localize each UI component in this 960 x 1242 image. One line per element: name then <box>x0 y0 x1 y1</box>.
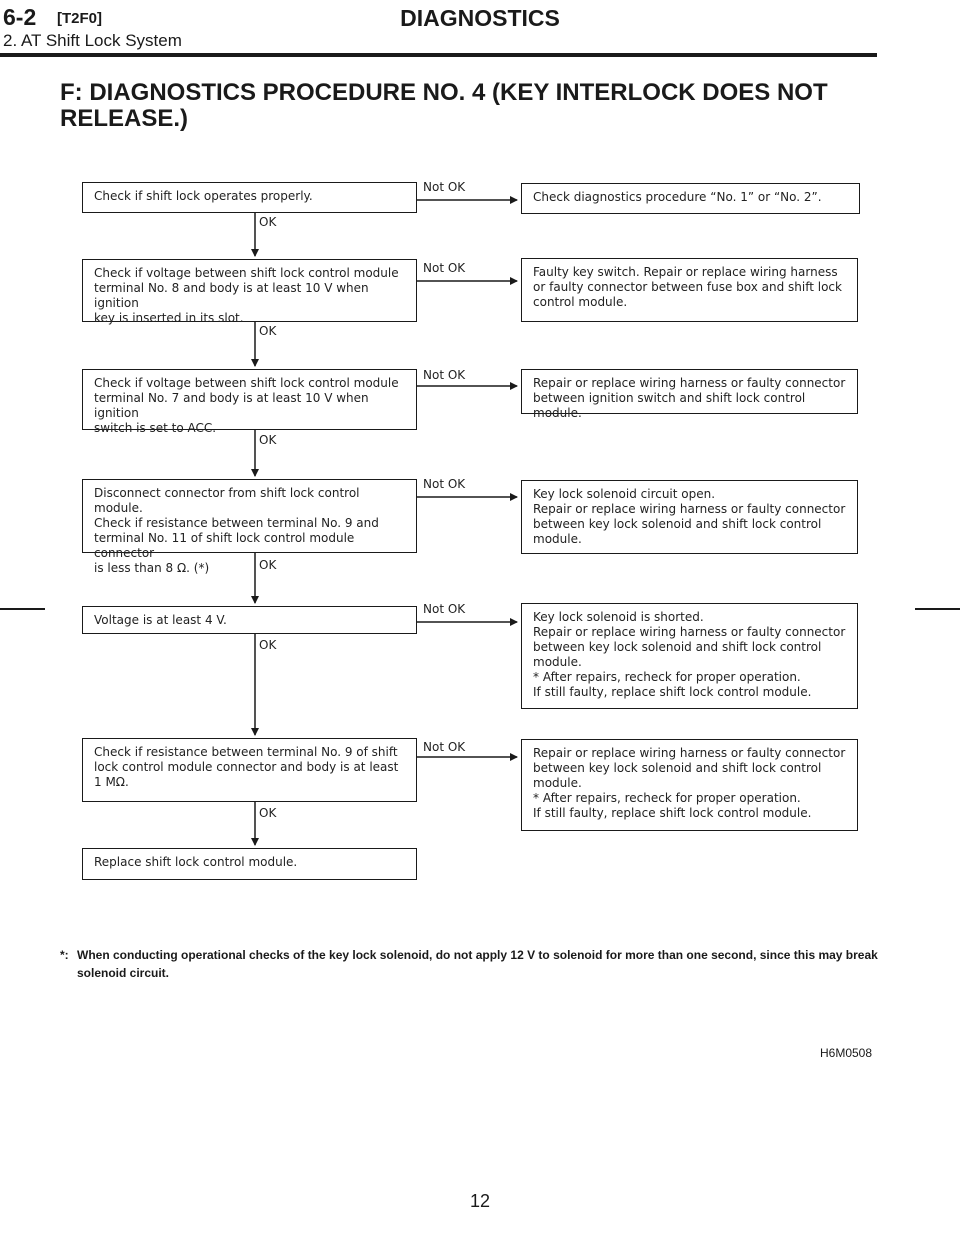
crop-mark-left <box>0 608 45 610</box>
section-code: [T2F0] <box>57 10 102 27</box>
step-box-2: Check if voltage between shift lock control module terminal No. 8 and body is at least 10 V when ignition key is inserted in its slot. <box>82 259 417 322</box>
not-ok-label-2: Not OK <box>423 261 466 275</box>
not-ok-label-6: Not OK <box>423 740 466 754</box>
ok-label-6: OK <box>259 806 277 820</box>
footnote-text: When conducting operational checks of the key lock solenoid, do not apply 12 V to solenoid for more than one second, since this may break solenoid circuit. <box>77 948 878 980</box>
section-title: F: DIAGNOSTICS PROCEDURE NO. 4 (KEY INTERLOCK DOES NOT RELEASE.) <box>60 79 828 132</box>
footnote <box>60 946 880 982</box>
ok-label-3: OK <box>259 433 277 447</box>
step-box-7: Replace shift lock control module. <box>82 848 417 880</box>
result-box-5: Key lock solenoid is shorted. Repair or replace wiring harness or faulty connector between key lock solenoid and shift lock control module. * After repairs, recheck for proper operation. If still faulty, replace shift lock control module. <box>521 603 858 709</box>
footnote-marker: *: <box>60 948 69 962</box>
ok-label-1: OK <box>259 215 277 229</box>
result-box-4: Key lock solenoid circuit open. Repair or replace wiring harness or faulty connector between key lock solenoid and shift lock control module. <box>521 480 858 554</box>
page-subtitle: 2. AT Shift Lock System <box>3 31 182 50</box>
result-box-3: Repair or replace wiring harness or faulty connector between ignition switch and shift lock control module. <box>521 369 858 414</box>
page-title: DIAGNOSTICS <box>400 5 560 31</box>
ok-label-2: OK <box>259 324 277 338</box>
ok-label-4: OK <box>259 558 277 572</box>
figure-id: H6M0508 <box>820 1046 873 1060</box>
page-number: 12 <box>469 1191 491 1211</box>
step-box-6: Check if resistance between terminal No. 9 of shift lock control module connector and body is at least 1 MΩ. <box>82 738 417 802</box>
not-ok-label-3: Not OK <box>423 368 466 382</box>
step-box-3: Check if voltage between shift lock control module terminal No. 7 and body is at least 10 V when ignition switch is set to ACC. <box>82 369 417 430</box>
step-box-5: Voltage is at least 4 V. <box>82 606 417 634</box>
step-box-1: Check if shift lock operates properly. <box>82 182 417 213</box>
result-box-6: Repair or replace wiring harness or faulty connector between key lock solenoid and shift lock control module. * After repairs, recheck for proper operation. If still faulty, replace shift lock control module. <box>521 739 858 831</box>
not-ok-label-4: Not OK <box>423 477 466 491</box>
crop-mark-right <box>915 608 960 610</box>
step-box-4: Disconnect connector from shift lock control module. Check if resistance between terminal No. 9 and terminal No. 11 of shift lock control module connector is less than 8 Ω. (*) <box>82 479 417 553</box>
not-ok-label-1: Not OK <box>423 180 466 194</box>
result-box-2: Faulty key switch. Repair or replace wiring harness or faulty connector between fuse box and shift lock control module. <box>521 258 858 322</box>
section-number: 6-2 <box>3 4 37 30</box>
result-box-1: Check diagnostics procedure “No. 1” or “No. 2”. <box>521 183 860 214</box>
not-ok-label-5: Not OK <box>423 602 466 616</box>
ok-label-5: OK <box>259 638 277 652</box>
